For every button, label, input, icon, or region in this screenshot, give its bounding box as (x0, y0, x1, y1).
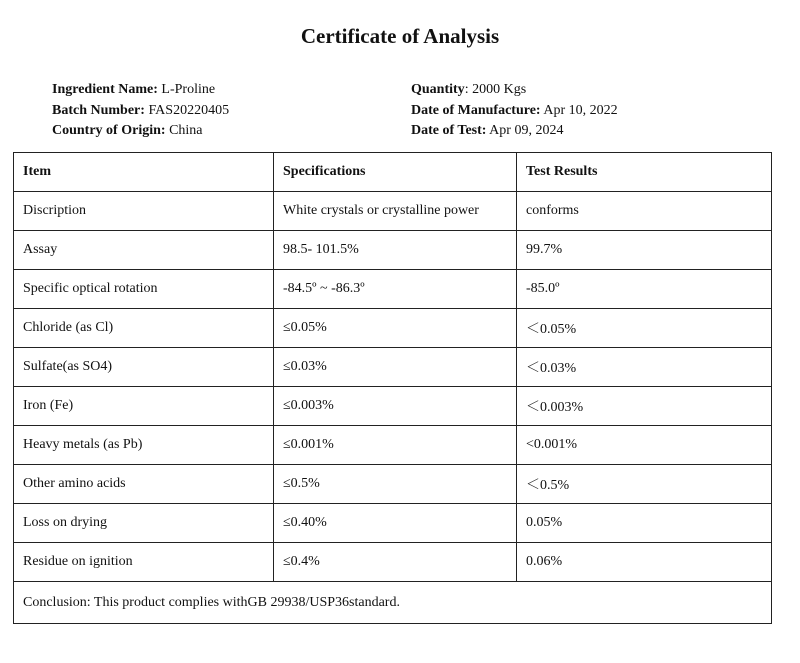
table-row (14, 387, 772, 426)
cell-spec: ≤0.001% (274, 426, 517, 465)
table-row (14, 465, 772, 504)
cell-item: Other amino acids (14, 465, 274, 504)
cell-spec: ≤0.40% (274, 504, 517, 543)
conclusion-text: Conclusion: This product complies withGB 29938/USP36standard. (14, 582, 772, 624)
cell-result: conforms (517, 192, 772, 231)
info-left (52, 80, 229, 142)
ingredient-name-label: Ingredient Name: (52, 82, 158, 97)
table-header-row (14, 153, 772, 192)
cell-item: Residue on ignition (14, 543, 274, 582)
cell-result: ＜0.03% (517, 348, 772, 387)
ingredient-name-value: L-Proline (161, 82, 216, 97)
country-of-origin-value: China (169, 123, 203, 138)
ingredient-name-line (52, 80, 229, 101)
cell-item: Heavy metals (as Pb) (14, 426, 274, 465)
cell-item: Chloride (as Cl) (14, 309, 274, 348)
quantity-label: Quantity (411, 82, 465, 97)
batch-number-label: Batch Number: (52, 102, 145, 118)
quantity-value: : 2000 Kgs (464, 82, 527, 97)
cell-spec: White crystals or crystalline power (274, 192, 517, 231)
country-of-origin-line (52, 121, 229, 142)
table-row (14, 348, 772, 387)
conclusion-row (14, 582, 772, 624)
table-row (14, 426, 772, 465)
table-row (14, 192, 772, 231)
batch-number-line (52, 101, 229, 122)
cell-item: Discription (14, 192, 274, 231)
header-test-results: Test Results (517, 153, 772, 192)
quantity-line (411, 80, 618, 101)
cell-result: 99.7% (517, 231, 772, 270)
table-row (14, 231, 772, 270)
cell-result: 0.06% (517, 543, 772, 582)
batch-number-value: FAS20220405 (148, 102, 230, 118)
cell-item: Iron (Fe) (14, 387, 274, 426)
table-row (14, 270, 772, 309)
cell-result: <0.001% (517, 426, 772, 465)
cell-item: Sulfate(as SO4) (14, 348, 274, 387)
info-right (411, 80, 618, 142)
cell-spec: ≤0.03% (274, 348, 517, 387)
date-of-manufacture-value: Apr 10, 2022 (543, 102, 618, 118)
cell-item: Specific optical rotation (14, 270, 274, 309)
country-of-origin-label: Country of Origin: (52, 123, 166, 138)
table-row (14, 543, 772, 582)
cell-spec: ≤0.5% (274, 465, 517, 504)
cell-result: 0.05% (517, 504, 772, 543)
cell-spec: ≤0.003% (274, 387, 517, 426)
cell-result: ＜0.003% (517, 387, 772, 426)
date-of-test-label: Date of Test: (411, 123, 487, 138)
cell-spec: 98.5- 101.5% (274, 231, 517, 270)
cell-item: Assay (14, 231, 274, 270)
date-of-test-line (411, 121, 618, 142)
document-title: Certificate of Analysis (300, 24, 500, 48)
cell-result: ＜0.5% (517, 465, 772, 504)
date-of-manufacture-label: Date of Manufacture: (411, 102, 541, 118)
cell-spec: -84.5º ~ -86.3º (274, 270, 517, 309)
date-of-test-value: Apr 09, 2024 (489, 123, 564, 138)
header-item: Item (14, 153, 274, 192)
cell-item: Loss on drying (14, 504, 274, 543)
date-of-manufacture-line (411, 101, 618, 122)
table-row (14, 504, 772, 543)
cell-spec: ≤0.4% (274, 543, 517, 582)
cell-spec: ≤0.05% (274, 309, 517, 348)
cell-result: ＜0.05% (517, 309, 772, 348)
header-specifications: Specifications (274, 153, 517, 192)
table-row (14, 309, 772, 348)
analysis-table (13, 152, 772, 624)
cell-result: -85.0º (517, 270, 772, 309)
